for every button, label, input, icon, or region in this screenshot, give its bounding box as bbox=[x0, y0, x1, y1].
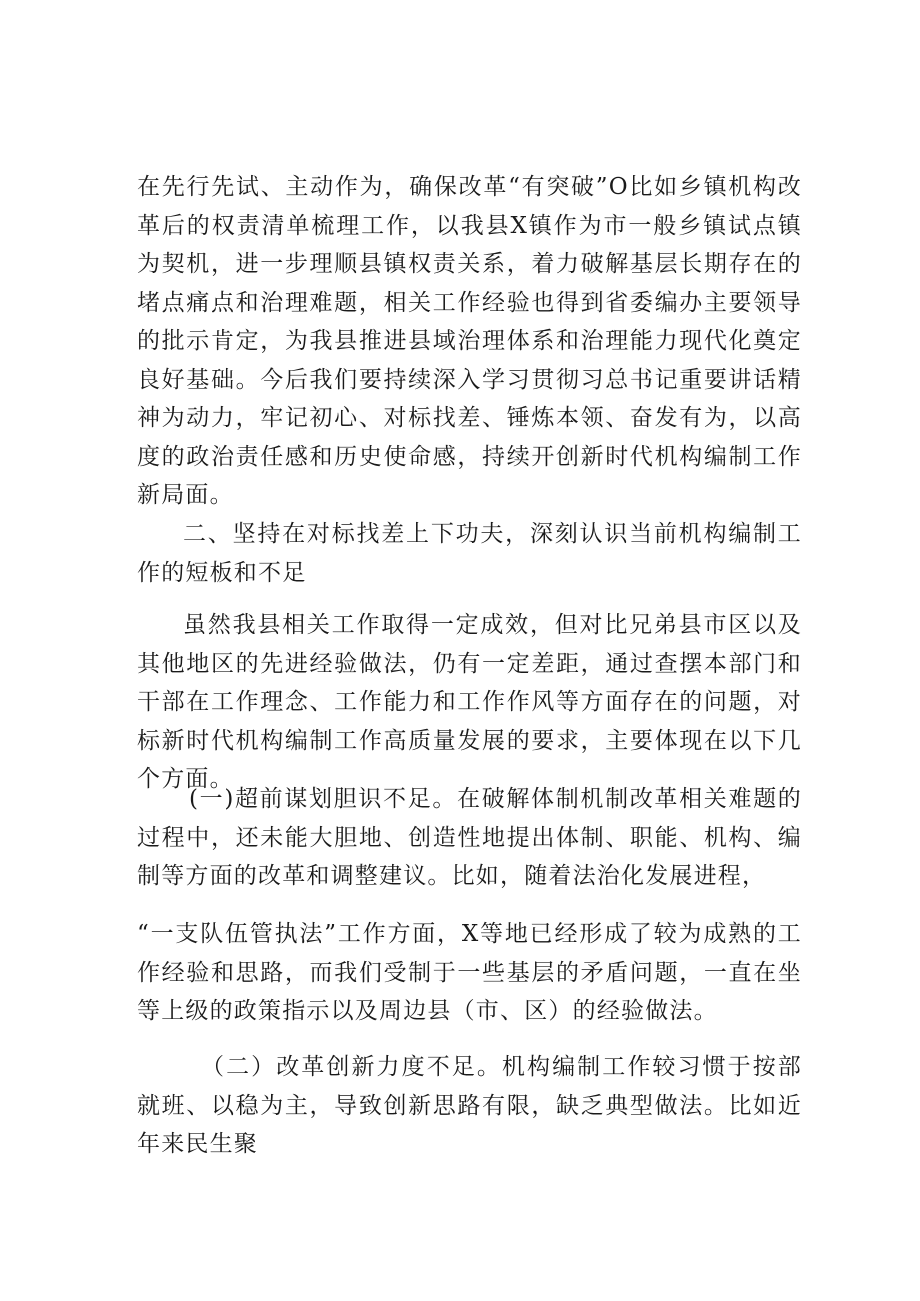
body-paragraph-shortcomings-intro: 虽然我县相关工作取得一定成效，但对比兄弟县市区以及其他地区的先进经验做法，仍有一定差距，通过查摆本部门和干部在工作理念、工作能力和工作作风等方面存在的问题，对标新时代机构编制工作高质量发展的要求，主要体现在以下几个方面。 bbox=[137, 612, 802, 792]
subsection-1-paragraph-continued: “一支队伍管执法”工作方面，X等地已经形成了较为成熟的工作经验和思路，而我们受制于一些基层的矛盾问题，一直在坐等上级的政策指示以及周边县（市、区）的经验做法。 bbox=[137, 921, 802, 1024]
subsection-2-paragraph: （二）改革创新力度不足。机构编制工作较习惯于按部就班、以稳为主，导致创新思路有限，缺乏典型做法。比如近年来民生聚 bbox=[137, 1054, 802, 1157]
section-heading-2: 二、坚持在对标找差上下功夫，深刻认识当前机构编制工作的短板和不足 bbox=[137, 521, 802, 586]
subsection-1-paragraph: (一)超前谋划胆识不足。在破解体制机制改革相关难题的过程中，还未能大胆地、创造性地提出体制、职能、机构、编制等方面的改革和调整建议。比如，随着法治化发展进程， bbox=[137, 786, 802, 889]
body-paragraph-continuation: 在先行先试、主动作为，确保改革“有突破”O比如乡镇机构改革后的权责清单梳理工作，以我县X镇作为市一般乡镇试点镇为契机，进一步理顺县镇权责关系，着力破解基层长期存在的堵点痛点和治理难题，相关工作经验也得到省委编办主要领导的批示肯定，为我县推进县域治理体系和治理能力现代化奠定良好基础。今后我们要持续深入学习贯彻习总书记重要讲话精神为动力，牢记初心、对标找差、锤炼本领、奋发有为，以高度的政治责任感和历史使命感，持续开创新时代机构编制工作新局面。 bbox=[137, 174, 802, 508]
